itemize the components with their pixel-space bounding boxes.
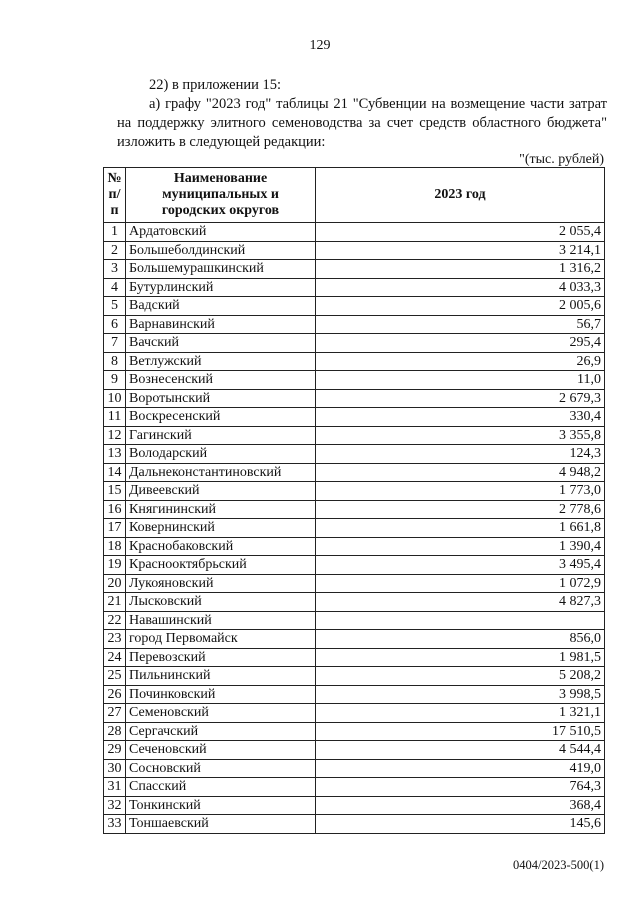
table-row bbox=[104, 741, 605, 760]
row-value: 2 778,6 bbox=[316, 500, 605, 519]
row-number: 2 bbox=[104, 241, 126, 260]
row-name: Вадский bbox=[126, 297, 316, 316]
row-number: 18 bbox=[104, 537, 126, 556]
table-row bbox=[104, 611, 605, 630]
row-value: 145,6 bbox=[316, 815, 605, 834]
row-value: 1 773,0 bbox=[316, 482, 605, 501]
row-name: Тонкинский bbox=[126, 796, 316, 815]
header-num: № п/п bbox=[104, 168, 126, 223]
header-name: Наименование муниципальных и городских округов bbox=[126, 168, 316, 223]
row-number: 24 bbox=[104, 648, 126, 667]
row-name: город Первомайск bbox=[126, 630, 316, 649]
table-row bbox=[104, 593, 605, 612]
subitem-paragraph: а) графу "2023 год" таблицы 21 "Субвенции на возмещение части затрат на поддержку элитного семеноводства за счет средств областного бюджета" изложить в следующей редакции: bbox=[117, 96, 607, 150]
row-name: Ветлужский bbox=[126, 352, 316, 371]
row-number: 4 bbox=[104, 278, 126, 297]
table-row bbox=[104, 759, 605, 778]
table-row bbox=[104, 389, 605, 408]
row-name: Гагинский bbox=[126, 426, 316, 445]
row-value: 1 981,5 bbox=[316, 648, 605, 667]
row-number: 26 bbox=[104, 685, 126, 704]
row-value: 1 390,4 bbox=[316, 537, 605, 556]
header-year: 2023 год bbox=[316, 168, 605, 223]
row-value: 1 072,9 bbox=[316, 574, 605, 593]
table-row bbox=[104, 537, 605, 556]
row-value: 368,4 bbox=[316, 796, 605, 815]
row-number: 10 bbox=[104, 389, 126, 408]
table-row bbox=[104, 371, 605, 390]
row-name: Ковернинский bbox=[126, 519, 316, 538]
row-name: Сосновский bbox=[126, 759, 316, 778]
row-name: Краснооктябрьский bbox=[126, 556, 316, 575]
row-name: Вознесенский bbox=[126, 371, 316, 390]
row-number: 12 bbox=[104, 426, 126, 445]
row-name: Тоншаевский bbox=[126, 815, 316, 834]
row-name: Лысковский bbox=[126, 593, 316, 612]
row-number: 11 bbox=[104, 408, 126, 427]
row-name: Бутурлинский bbox=[126, 278, 316, 297]
row-value: 11,0 bbox=[316, 371, 605, 390]
row-name: Краснобаковский bbox=[126, 537, 316, 556]
table-row bbox=[104, 445, 605, 464]
table-row bbox=[104, 278, 605, 297]
row-number: 31 bbox=[104, 778, 126, 797]
row-value: 17 510,5 bbox=[316, 722, 605, 741]
row-number: 23 bbox=[104, 630, 126, 649]
row-number: 5 bbox=[104, 297, 126, 316]
row-name: Лукояновский bbox=[126, 574, 316, 593]
row-name: Большемурашкинский bbox=[126, 260, 316, 279]
table-header-row bbox=[104, 168, 605, 223]
units-label: "(тыс. рублей) bbox=[519, 152, 604, 167]
table-row bbox=[104, 260, 605, 279]
table-row bbox=[104, 574, 605, 593]
row-name: Дивеевский bbox=[126, 482, 316, 501]
row-name: Пильнинский bbox=[126, 667, 316, 686]
row-value: 3 495,4 bbox=[316, 556, 605, 575]
row-number: 16 bbox=[104, 500, 126, 519]
table-row bbox=[104, 722, 605, 741]
row-number: 6 bbox=[104, 315, 126, 334]
table-row bbox=[104, 519, 605, 538]
table-row bbox=[104, 648, 605, 667]
row-number: 19 bbox=[104, 556, 126, 575]
row-number: 7 bbox=[104, 334, 126, 353]
row-value: 4 033,3 bbox=[316, 278, 605, 297]
row-value: 2 679,3 bbox=[316, 389, 605, 408]
row-value: 1 661,8 bbox=[316, 519, 605, 538]
row-value: 4 827,3 bbox=[316, 593, 605, 612]
row-number: 1 bbox=[104, 223, 126, 242]
row-name: Ардатовский bbox=[126, 223, 316, 242]
row-value: 4 948,2 bbox=[316, 463, 605, 482]
table-row bbox=[104, 352, 605, 371]
row-value: 330,4 bbox=[316, 408, 605, 427]
row-number: 17 bbox=[104, 519, 126, 538]
table-row bbox=[104, 556, 605, 575]
table-row bbox=[104, 241, 605, 260]
row-value: 1 321,1 bbox=[316, 704, 605, 723]
intro-text bbox=[117, 76, 607, 152]
row-number: 33 bbox=[104, 815, 126, 834]
table-row bbox=[104, 297, 605, 316]
table-row bbox=[104, 667, 605, 686]
row-value: 419,0 bbox=[316, 759, 605, 778]
table-row bbox=[104, 315, 605, 334]
row-number: 8 bbox=[104, 352, 126, 371]
table-row bbox=[104, 778, 605, 797]
row-number: 20 bbox=[104, 574, 126, 593]
item-paragraph: 22) в приложении 15: bbox=[149, 77, 282, 93]
row-number: 22 bbox=[104, 611, 126, 630]
row-name: Дальнеконстантиновский bbox=[126, 463, 316, 482]
row-value: 4 544,4 bbox=[316, 741, 605, 760]
row-number: 13 bbox=[104, 445, 126, 464]
row-name: Сеченовский bbox=[126, 741, 316, 760]
row-value: 56,7 bbox=[316, 315, 605, 334]
row-number: 3 bbox=[104, 260, 126, 279]
row-value: 3 214,1 bbox=[316, 241, 605, 260]
table-row bbox=[104, 334, 605, 353]
table-row bbox=[104, 223, 605, 242]
table-row bbox=[104, 630, 605, 649]
row-value: 3 355,8 bbox=[316, 426, 605, 445]
row-name: Княгининский bbox=[126, 500, 316, 519]
row-name: Володарский bbox=[126, 445, 316, 464]
row-value: 764,3 bbox=[316, 778, 605, 797]
row-name: Воскресенский bbox=[126, 408, 316, 427]
table-row bbox=[104, 482, 605, 501]
row-name: Навашинский bbox=[126, 611, 316, 630]
row-value: 295,4 bbox=[316, 334, 605, 353]
row-value: 2 005,6 bbox=[316, 297, 605, 316]
row-value: 2 055,4 bbox=[316, 223, 605, 242]
row-value: 26,9 bbox=[316, 352, 605, 371]
row-number: 32 bbox=[104, 796, 126, 815]
row-name: Сергачский bbox=[126, 722, 316, 741]
row-value: 1 316,2 bbox=[316, 260, 605, 279]
table-body bbox=[104, 223, 605, 834]
subsidy-table bbox=[103, 167, 605, 834]
row-value: 124,3 bbox=[316, 445, 605, 464]
document-code: 0404/2023-500(1) bbox=[513, 858, 604, 872]
page-number: 129 bbox=[309, 38, 331, 53]
row-number: 29 bbox=[104, 741, 126, 760]
row-number: 15 bbox=[104, 482, 126, 501]
table-row bbox=[104, 426, 605, 445]
row-value bbox=[316, 611, 605, 630]
row-number: 25 bbox=[104, 667, 126, 686]
row-name: Перевозский bbox=[126, 648, 316, 667]
row-name: Вачский bbox=[126, 334, 316, 353]
table-row bbox=[104, 500, 605, 519]
table-row bbox=[104, 408, 605, 427]
table-row bbox=[104, 815, 605, 834]
row-name: Спасский bbox=[126, 778, 316, 797]
table-row bbox=[104, 704, 605, 723]
row-name: Варнавинский bbox=[126, 315, 316, 334]
table-row bbox=[104, 796, 605, 815]
row-value: 5 208,2 bbox=[316, 667, 605, 686]
table-row bbox=[104, 463, 605, 482]
row-number: 30 bbox=[104, 759, 126, 778]
row-number: 14 bbox=[104, 463, 126, 482]
row-number: 27 bbox=[104, 704, 126, 723]
row-value: 3 998,5 bbox=[316, 685, 605, 704]
row-number: 9 bbox=[104, 371, 126, 390]
row-name: Воротынский bbox=[126, 389, 316, 408]
row-value: 856,0 bbox=[316, 630, 605, 649]
row-name: Семеновский bbox=[126, 704, 316, 723]
row-name: Починковский bbox=[126, 685, 316, 704]
table-row bbox=[104, 685, 605, 704]
row-number: 28 bbox=[104, 722, 126, 741]
row-name: Большеболдинский bbox=[126, 241, 316, 260]
row-number: 21 bbox=[104, 593, 126, 612]
